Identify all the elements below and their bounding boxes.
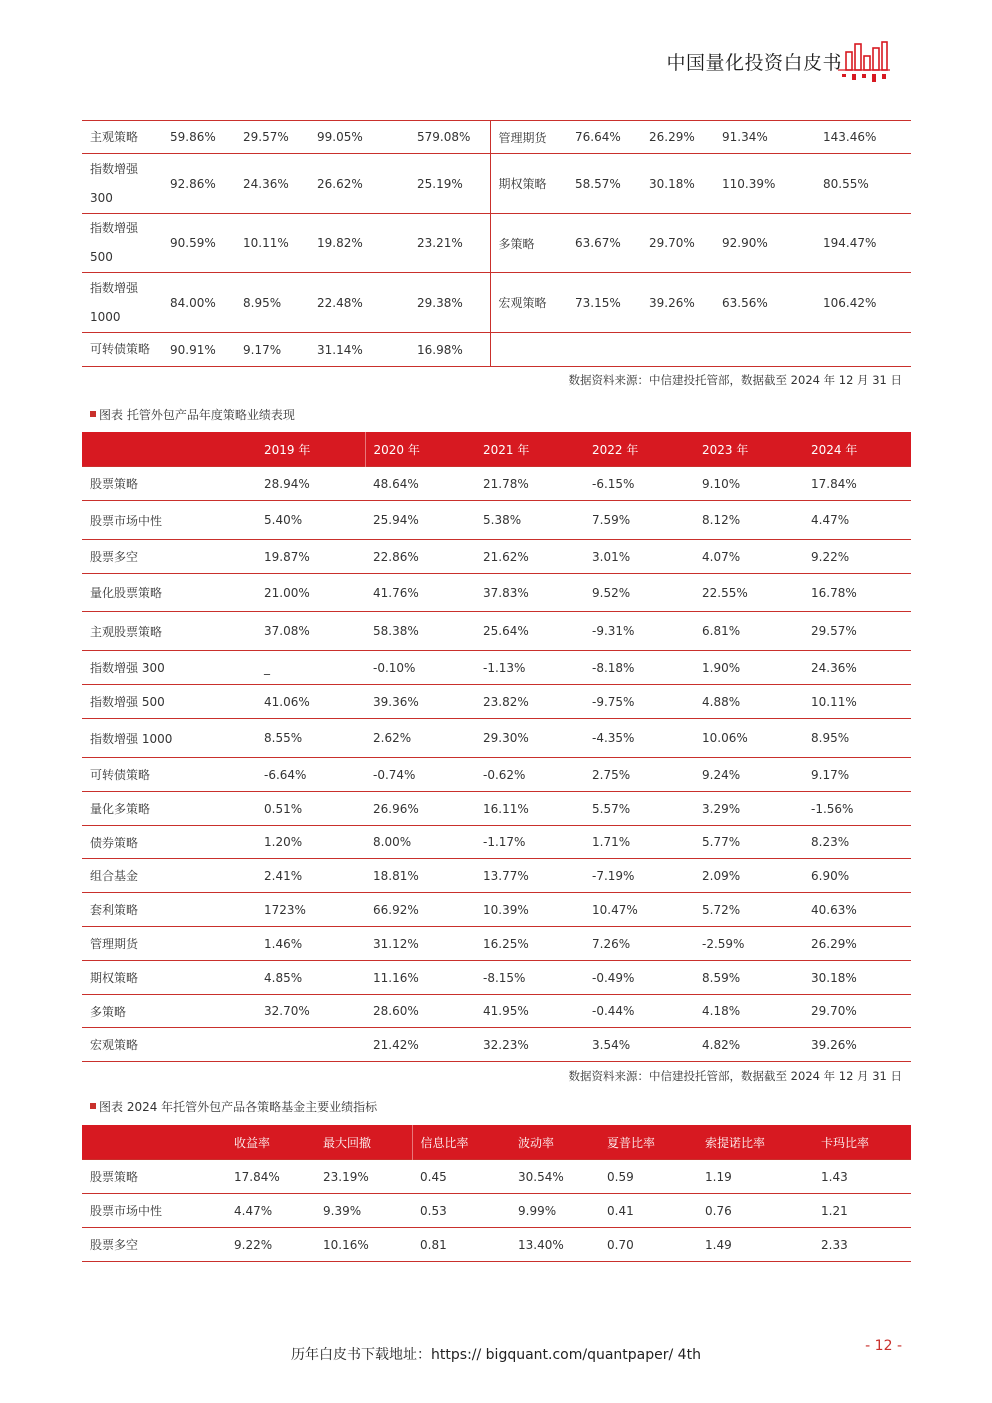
table-cell: 39.26% xyxy=(803,1028,911,1062)
source-note: 数据资料来源：中信建投托管部，数据截至 2024 年 12 月 31 日 xyxy=(568,1069,902,1083)
column-header: 2020 年 xyxy=(365,432,475,467)
table-cell: 多策略 xyxy=(490,214,567,273)
table-cell: 22.55% xyxy=(694,574,803,612)
bar-chart-logo-icon xyxy=(838,38,890,84)
table-cell: -0.44% xyxy=(584,995,694,1028)
table-cell: 主观策略 xyxy=(82,121,162,154)
table-cell: -4.35% xyxy=(584,719,694,758)
table-cell: 5.77% xyxy=(694,826,803,859)
table-row xyxy=(82,273,911,333)
table-row xyxy=(82,995,911,1028)
row-label: 债券策略 xyxy=(82,826,256,859)
table-cell: 9.22% xyxy=(226,1228,315,1262)
table-cell: 28.94% xyxy=(256,467,365,501)
row-label: 股票策略 xyxy=(82,467,256,501)
table-cell: 4.47% xyxy=(803,501,911,540)
table-cell: 143.46% xyxy=(815,121,911,154)
table-cell: 0.51% xyxy=(256,792,365,826)
table-cell: 58.57% xyxy=(567,154,641,214)
row-label: 多策略 xyxy=(82,995,256,1028)
table-row xyxy=(82,719,911,758)
table-cell: 4.88% xyxy=(694,685,803,719)
row-label: 股票市场中性 xyxy=(82,501,256,540)
table-cell: 1.43 xyxy=(813,1160,911,1194)
table-cell: 0.76 xyxy=(697,1194,813,1228)
source-note: 数据资料来源：中信建投托管部，数据截至 2024 年 12 月 31 日 xyxy=(568,373,902,387)
table-cell: 0.41 xyxy=(599,1194,697,1228)
table-row xyxy=(82,1228,911,1262)
table-cell: 19.87% xyxy=(256,540,365,574)
table-cell: 63.56% xyxy=(714,273,815,333)
table-cell: 29.70% xyxy=(803,995,911,1028)
table-cell: 9.17% xyxy=(235,333,309,367)
table-cell: 25.19% xyxy=(409,154,490,214)
table-cell: 80.55% xyxy=(815,154,911,214)
table-cell: 13.40% xyxy=(510,1228,599,1262)
table-cell: 31.14% xyxy=(309,333,409,367)
table-cell: 16.78% xyxy=(803,574,911,612)
key-metrics-table xyxy=(82,1125,911,1262)
table-cell: 26.62% xyxy=(309,154,409,214)
table-cell: 9.24% xyxy=(694,758,803,792)
table-cell: 21.00% xyxy=(256,574,365,612)
table-cell: 2.33 xyxy=(813,1228,911,1262)
row-label: 股票市场中性 xyxy=(82,1194,226,1228)
table-cell: 1.21 xyxy=(813,1194,911,1228)
table-cell: 30.18% xyxy=(641,154,714,214)
table-cell: 23.82% xyxy=(475,685,584,719)
column-header xyxy=(82,432,256,467)
table-cell: 管理期货 xyxy=(490,121,567,154)
figure-caption-text: 图表 托管外包产品年度策略业绩表现 xyxy=(99,408,295,422)
table-cell: 29.57% xyxy=(235,121,309,154)
column-header: 2021 年 xyxy=(475,432,584,467)
table-cell: -9.31% xyxy=(584,612,694,651)
table-cell: 10.39% xyxy=(475,893,584,927)
table-row xyxy=(82,893,911,927)
table-cell: 4.47% xyxy=(226,1194,315,1228)
table-cell: 3.29% xyxy=(694,792,803,826)
table-cell: 9.17% xyxy=(803,758,911,792)
table-cell: -0.74% xyxy=(365,758,475,792)
table-cell: 2.75% xyxy=(584,758,694,792)
table-cell: 8.59% xyxy=(694,961,803,995)
table-cell: 13.77% xyxy=(475,859,584,893)
table-cell: 1.71% xyxy=(584,826,694,859)
table-cell: 32.23% xyxy=(475,1028,584,1062)
table-row xyxy=(82,758,911,792)
table-row xyxy=(82,961,911,995)
table-cell: 22.86% xyxy=(365,540,475,574)
table-cell: 48.64% xyxy=(365,467,475,501)
table-cell: 3.54% xyxy=(584,1028,694,1062)
table-cell: 92.86% xyxy=(162,154,235,214)
table-cell: 9.99% xyxy=(510,1194,599,1228)
table-cell: 24.36% xyxy=(235,154,309,214)
download-link[interactable]: 历年白皮书下载地址：https:// bigquant.com/quantpaper/ 4th xyxy=(291,1347,701,1363)
table-row xyxy=(82,121,911,154)
table-cell: 17.84% xyxy=(226,1160,315,1194)
table-cell: 9.10% xyxy=(694,467,803,501)
table-cell: 63.67% xyxy=(567,214,641,273)
table-cell: 10.16% xyxy=(315,1228,412,1262)
table-cell: -8.15% xyxy=(475,961,584,995)
table-cell: 18.81% xyxy=(365,859,475,893)
table-cell: 指数增强300 xyxy=(82,154,162,214)
table-row xyxy=(82,1160,911,1194)
table-cell: 8.95% xyxy=(803,719,911,758)
row-label: 股票多空 xyxy=(82,540,256,574)
table-cell: -1.17% xyxy=(475,826,584,859)
table-row xyxy=(82,154,911,214)
column-header: 卡玛比率 xyxy=(813,1125,911,1160)
table-cell: 9.52% xyxy=(584,574,694,612)
table-cell: 579.08% xyxy=(409,121,490,154)
table-cell: 0.53 xyxy=(412,1194,510,1228)
table-row xyxy=(82,333,911,367)
table-row xyxy=(82,574,911,612)
table-cell: -0.62% xyxy=(475,758,584,792)
table-cell: 23.21% xyxy=(409,214,490,273)
row-label: 主观股票策略 xyxy=(82,612,256,651)
table-cell: 84.00% xyxy=(162,273,235,333)
table-cell: 指数增强1000 xyxy=(82,273,162,333)
table-cell: 5.72% xyxy=(694,893,803,927)
table-cell: 29.57% xyxy=(803,612,911,651)
table-cell: 10.06% xyxy=(694,719,803,758)
row-label: 管理期货 xyxy=(82,927,256,961)
table-cell: 9.22% xyxy=(803,540,911,574)
table-cell: 90.91% xyxy=(162,333,235,367)
table-cell: 23.19% xyxy=(315,1160,412,1194)
table-cell: -1.56% xyxy=(803,792,911,826)
table-cell: 8.55% xyxy=(256,719,365,758)
table-cell: 5.38% xyxy=(475,501,584,540)
table-cell: 19.82% xyxy=(309,214,409,273)
figure-caption xyxy=(90,406,295,423)
table-cell: 24.36% xyxy=(803,651,911,685)
table-row xyxy=(82,501,911,540)
table-cell: 1.20% xyxy=(256,826,365,859)
table-cell: 1723% xyxy=(256,893,365,927)
figure-caption xyxy=(90,1098,377,1115)
table-cell: 6.90% xyxy=(803,859,911,893)
table-cell: 10.11% xyxy=(235,214,309,273)
table-cell: 28.60% xyxy=(365,995,475,1028)
table-cell: -2.59% xyxy=(694,927,803,961)
table-cell: 8.95% xyxy=(235,273,309,333)
table-cell: 10.11% xyxy=(803,685,911,719)
table-cell: 21.42% xyxy=(365,1028,475,1062)
table-cell: 8.00% xyxy=(365,826,475,859)
table-cell: 1.46% xyxy=(256,927,365,961)
row-label: 量化股票策略 xyxy=(82,574,256,612)
table-cell: 39.36% xyxy=(365,685,475,719)
row-label: 指数增强 1000 xyxy=(82,719,256,758)
table-cell: -7.19% xyxy=(584,859,694,893)
table-cell: 2.09% xyxy=(694,859,803,893)
annual-performance-table xyxy=(82,432,911,1062)
row-label: 股票策略 xyxy=(82,1160,226,1194)
table-cell: 4.85% xyxy=(256,961,365,995)
table-row xyxy=(82,792,911,826)
row-label: 套利策略 xyxy=(82,893,256,927)
table-cell: -0.10% xyxy=(365,651,475,685)
table-cell: 8.23% xyxy=(803,826,911,859)
table-cell: 73.15% xyxy=(567,273,641,333)
row-label: 量化多策略 xyxy=(82,792,256,826)
table-cell: 2.41% xyxy=(256,859,365,893)
column-header: 2022 年 xyxy=(584,432,694,467)
table-cell: 可转债策略 xyxy=(82,333,162,367)
table-cell: 30.18% xyxy=(803,961,911,995)
table-cell: 11.16% xyxy=(365,961,475,995)
column-header: 波动率 xyxy=(510,1125,599,1160)
table-cell: 10.47% xyxy=(584,893,694,927)
table-row xyxy=(82,685,911,719)
table-cell: 31.12% xyxy=(365,927,475,961)
table-row xyxy=(82,467,911,501)
table-cell: 25.64% xyxy=(475,612,584,651)
table-cell: 1.19 xyxy=(697,1160,813,1194)
row-label: 指数增强 500 xyxy=(82,685,256,719)
table-cell: 0.81 xyxy=(412,1228,510,1262)
table-row xyxy=(82,826,911,859)
table-cell: -6.64% xyxy=(256,758,365,792)
table-cell: 0.59 xyxy=(599,1160,697,1194)
square-bullet-icon xyxy=(90,411,96,417)
column-header: 最大回撤 xyxy=(315,1125,412,1160)
table-row xyxy=(82,859,911,893)
table-cell: 21.78% xyxy=(475,467,584,501)
table-cell: 29.70% xyxy=(641,214,714,273)
table-cell: 92.90% xyxy=(714,214,815,273)
table-cell: 26.96% xyxy=(365,792,475,826)
table-cell: -8.18% xyxy=(584,651,694,685)
table-cell: 29.38% xyxy=(409,273,490,333)
table-row xyxy=(82,214,911,273)
table-cell: 期权策略 xyxy=(490,154,567,214)
table-cell: 110.39% xyxy=(714,154,815,214)
table-cell: 6.81% xyxy=(694,612,803,651)
table-cell: 0.70 xyxy=(599,1228,697,1262)
table-cell: 指数增强500 xyxy=(82,214,162,273)
row-label: 股票多空 xyxy=(82,1228,226,1262)
table-cell: 30.54% xyxy=(510,1160,599,1194)
table-cell: 41.95% xyxy=(475,995,584,1028)
table-cell: 3.01% xyxy=(584,540,694,574)
table-cell: 37.83% xyxy=(475,574,584,612)
table-cell xyxy=(256,1028,365,1062)
row-label: 组合基金 xyxy=(82,859,256,893)
table-row xyxy=(82,540,911,574)
table-cell: 37.08% xyxy=(256,612,365,651)
row-label: 期权策略 xyxy=(82,961,256,995)
table-cell: -9.75% xyxy=(584,685,694,719)
table-row xyxy=(82,1028,911,1062)
table-cell: 4.07% xyxy=(694,540,803,574)
table-cell: 16.11% xyxy=(475,792,584,826)
table-cell xyxy=(815,333,911,367)
table-row xyxy=(82,927,911,961)
column-header: 2024 年 xyxy=(803,432,911,467)
table-cell: 1.49 xyxy=(697,1228,813,1262)
table-cell xyxy=(567,333,641,367)
table-cell: 32.70% xyxy=(256,995,365,1028)
row-label: 宏观策略 xyxy=(82,1028,256,1062)
table-cell: 39.26% xyxy=(641,273,714,333)
table-cell: 25.94% xyxy=(365,501,475,540)
table-cell: 9.39% xyxy=(315,1194,412,1228)
table-cell: 194.47% xyxy=(815,214,911,273)
column-header: 2019 年 xyxy=(256,432,365,467)
column-header: 2023 年 xyxy=(694,432,803,467)
table-cell: 4.82% xyxy=(694,1028,803,1062)
table-cell: 106.42% xyxy=(815,273,911,333)
table-cell xyxy=(490,333,567,367)
column-header: 信息比率 xyxy=(412,1125,510,1160)
table-cell: 76.64% xyxy=(567,121,641,154)
page-number: - 12 - xyxy=(865,1338,902,1354)
table-row xyxy=(82,651,911,685)
table-header-row xyxy=(82,432,911,467)
table-cell: -1.13% xyxy=(475,651,584,685)
table-cell: _ xyxy=(256,651,365,685)
table-row xyxy=(82,1194,911,1228)
strategy-comparison-table xyxy=(82,120,911,367)
table-cell: -6.15% xyxy=(584,467,694,501)
table-cell: 26.29% xyxy=(641,121,714,154)
table-cell: 29.30% xyxy=(475,719,584,758)
table-cell: 7.59% xyxy=(584,501,694,540)
table-cell: 66.92% xyxy=(365,893,475,927)
table-cell: -0.49% xyxy=(584,961,694,995)
table-cell xyxy=(641,333,714,367)
table-cell: 2.62% xyxy=(365,719,475,758)
table-cell: 16.25% xyxy=(475,927,584,961)
row-label: 指数增强 300 xyxy=(82,651,256,685)
document-title: 中国量化投资白皮书 xyxy=(666,52,842,74)
column-header: 索提诺比率 xyxy=(697,1125,813,1160)
table-cell: 1.90% xyxy=(694,651,803,685)
table-cell: 5.40% xyxy=(256,501,365,540)
column-header: 夏普比率 xyxy=(599,1125,697,1160)
table-cell: 59.86% xyxy=(162,121,235,154)
row-label: 可转债策略 xyxy=(82,758,256,792)
table-cell: 40.63% xyxy=(803,893,911,927)
table-cell: 22.48% xyxy=(309,273,409,333)
table-cell: 21.62% xyxy=(475,540,584,574)
table-cell xyxy=(714,333,815,367)
table-cell: 99.05% xyxy=(309,121,409,154)
table-cell: 16.98% xyxy=(409,333,490,367)
table-cell: 0.45 xyxy=(412,1160,510,1194)
table-cell: 4.18% xyxy=(694,995,803,1028)
table-cell: 宏观策略 xyxy=(490,273,567,333)
table-cell: 41.06% xyxy=(256,685,365,719)
table-cell: 41.76% xyxy=(365,574,475,612)
column-header: 收益率 xyxy=(226,1125,315,1160)
table-cell: 17.84% xyxy=(803,467,911,501)
table-cell: 7.26% xyxy=(584,927,694,961)
table-cell: 58.38% xyxy=(365,612,475,651)
table-header-row xyxy=(82,1125,911,1160)
figure-caption-text: 图表 2024 年托管外包产品各策略基金主要业绩指标 xyxy=(99,1100,378,1114)
table-cell: 8.12% xyxy=(694,501,803,540)
table-cell: 91.34% xyxy=(714,121,815,154)
square-bullet-icon xyxy=(90,1103,96,1109)
table-row xyxy=(82,612,911,651)
table-cell: 26.29% xyxy=(803,927,911,961)
table-cell: 90.59% xyxy=(162,214,235,273)
column-header xyxy=(82,1125,226,1160)
table-cell: 5.57% xyxy=(584,792,694,826)
